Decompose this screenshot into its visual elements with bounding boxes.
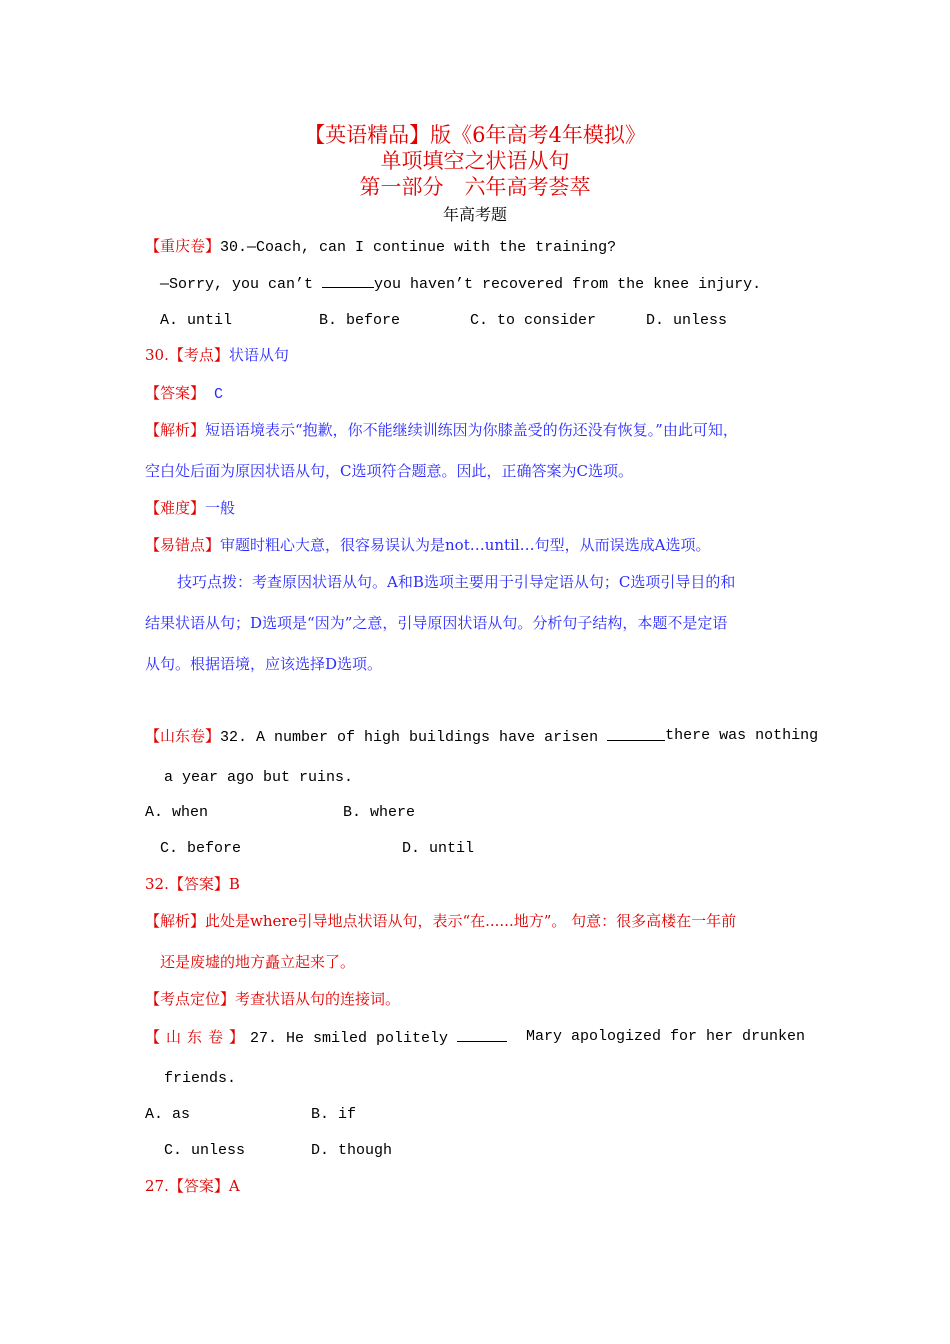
- q30-jiqiao-line1: 技巧点拨：考查原因状语从句。A和B选项主要用于引导定语从句；C选项引导目的和: [177, 573, 736, 591]
- q30-kaodian-num: 30.: [145, 346, 169, 364]
- answer-blank: [322, 273, 374, 288]
- q32-jiexi-line1: [145, 911, 736, 931]
- q27-option-c: C. unless: [164, 1142, 246, 1159]
- q32-jiexi-tag: 【解析】: [145, 912, 206, 930]
- q30-stem-line: [145, 236, 616, 258]
- q32-answer: 32.【答案】B: [145, 875, 240, 893]
- q32-option-c: C. before: [160, 840, 242, 857]
- q32-stem-line: [145, 726, 819, 748]
- q30-reply-line: [160, 273, 761, 295]
- q30-option-a: A. until: [160, 312, 233, 329]
- q27-stem-b: Mary apologized for her drunken: [525, 1028, 805, 1045]
- q30-option-d: D. unless: [646, 312, 728, 329]
- q30-kaodian-tag: 【考点】: [168, 346, 229, 364]
- q27-option-b: B. if: [311, 1106, 357, 1123]
- q30-jiexi-line2: 空白处后面为原因状语从句，C选项符合题意。因此，正确答案为C选项。: [145, 462, 633, 480]
- doc-title-line1: 【英语精品】版《6年高考4年模拟》: [304, 123, 646, 147]
- answer-blank: [457, 1027, 507, 1042]
- q32-stem-a: 32. A number of high buildings have arisen: [220, 729, 608, 746]
- q27-stem-line2: friends.: [164, 1070, 237, 1087]
- answer-blank: [607, 726, 665, 741]
- q27-option-a: A. as: [145, 1106, 191, 1123]
- q32-jiexi-text1: 此处是where引导地点状语从句，表示“在......地方”。 句意：很多高楼在一年前: [205, 912, 737, 930]
- q30-reply-b: you haven’t recovered from the knee injury.: [374, 276, 762, 293]
- q32-stem-line2: a year ago but ruins.: [164, 769, 354, 786]
- q32-jiexi-line2: 还是废墟的地方矗立起来了。: [160, 953, 356, 971]
- q30-reply-a: —Sorry, you can’t: [160, 276, 323, 293]
- q27-answer: 27.【答案】A: [145, 1177, 240, 1195]
- doc-subtitle: 年高考题: [442, 205, 507, 224]
- doc-title-line2: 单项填空之状语从句: [380, 149, 570, 173]
- q30-nandu-tag: 【难度】: [145, 499, 206, 517]
- q32-kaodian: 【考点定位】考查状语从句的连接词。: [145, 990, 401, 1008]
- q30-jiqiao-line2: 结果状语从句；D选项是“因为”之意，引导原因状语从句。分析句子结构，本题不是定语: [145, 614, 728, 632]
- q32-tag: 【山东卷】: [145, 727, 221, 745]
- q30-stem: 30.—Coach, can I continue with the training?: [220, 239, 617, 256]
- q32-option-d: D. until: [402, 840, 475, 857]
- q30-yicuo: [145, 535, 711, 555]
- q30-answer-tag: 【答案】: [145, 384, 206, 402]
- q30-yicuo-text: 审题时粗心大意，很容易误认为是not…until…句型，从而误选成A选项。: [220, 536, 711, 554]
- q27-stem-line: [145, 1027, 805, 1049]
- q30-option-c: C. to consider: [470, 312, 597, 329]
- q32-stem-b: there was nothing: [665, 727, 819, 744]
- q30-tag: 【重庆卷】: [145, 237, 221, 255]
- q32-option-b: B. where: [343, 804, 416, 821]
- q30-answer: [145, 383, 223, 405]
- q30-answer-text: C: [205, 386, 224, 403]
- q30-yicuo-tag: 【易错点】: [145, 536, 221, 554]
- q27-tag: 【山东卷】: [145, 1028, 251, 1046]
- q27-option-d: D. though: [311, 1142, 393, 1159]
- q30-jiexi-tag: 【解析】: [145, 421, 206, 439]
- q30-option-b: B. before: [319, 312, 401, 329]
- q30-nandu: [145, 498, 235, 518]
- q27-stem-a: 27. He smiled politely: [250, 1030, 458, 1047]
- q30-jiexi-line1: [145, 420, 738, 440]
- q32-option-a: A. when: [145, 804, 209, 821]
- q30-jiqiao-line3: 从句。根据语境，应该选择D选项。: [145, 655, 383, 673]
- q30-kaodian-text: 状语从句: [228, 346, 289, 364]
- q30-nandu-text: 一般: [205, 499, 236, 517]
- q30-kaodian: [145, 345, 289, 365]
- q30-jiexi-text1: 短语语境表示“抱歉，你不能继续训练因为你膝盖受的伤还没有恢复。”由此可知，: [205, 421, 738, 439]
- doc-title-line3: 第一部分 六年高考荟萃: [359, 175, 591, 199]
